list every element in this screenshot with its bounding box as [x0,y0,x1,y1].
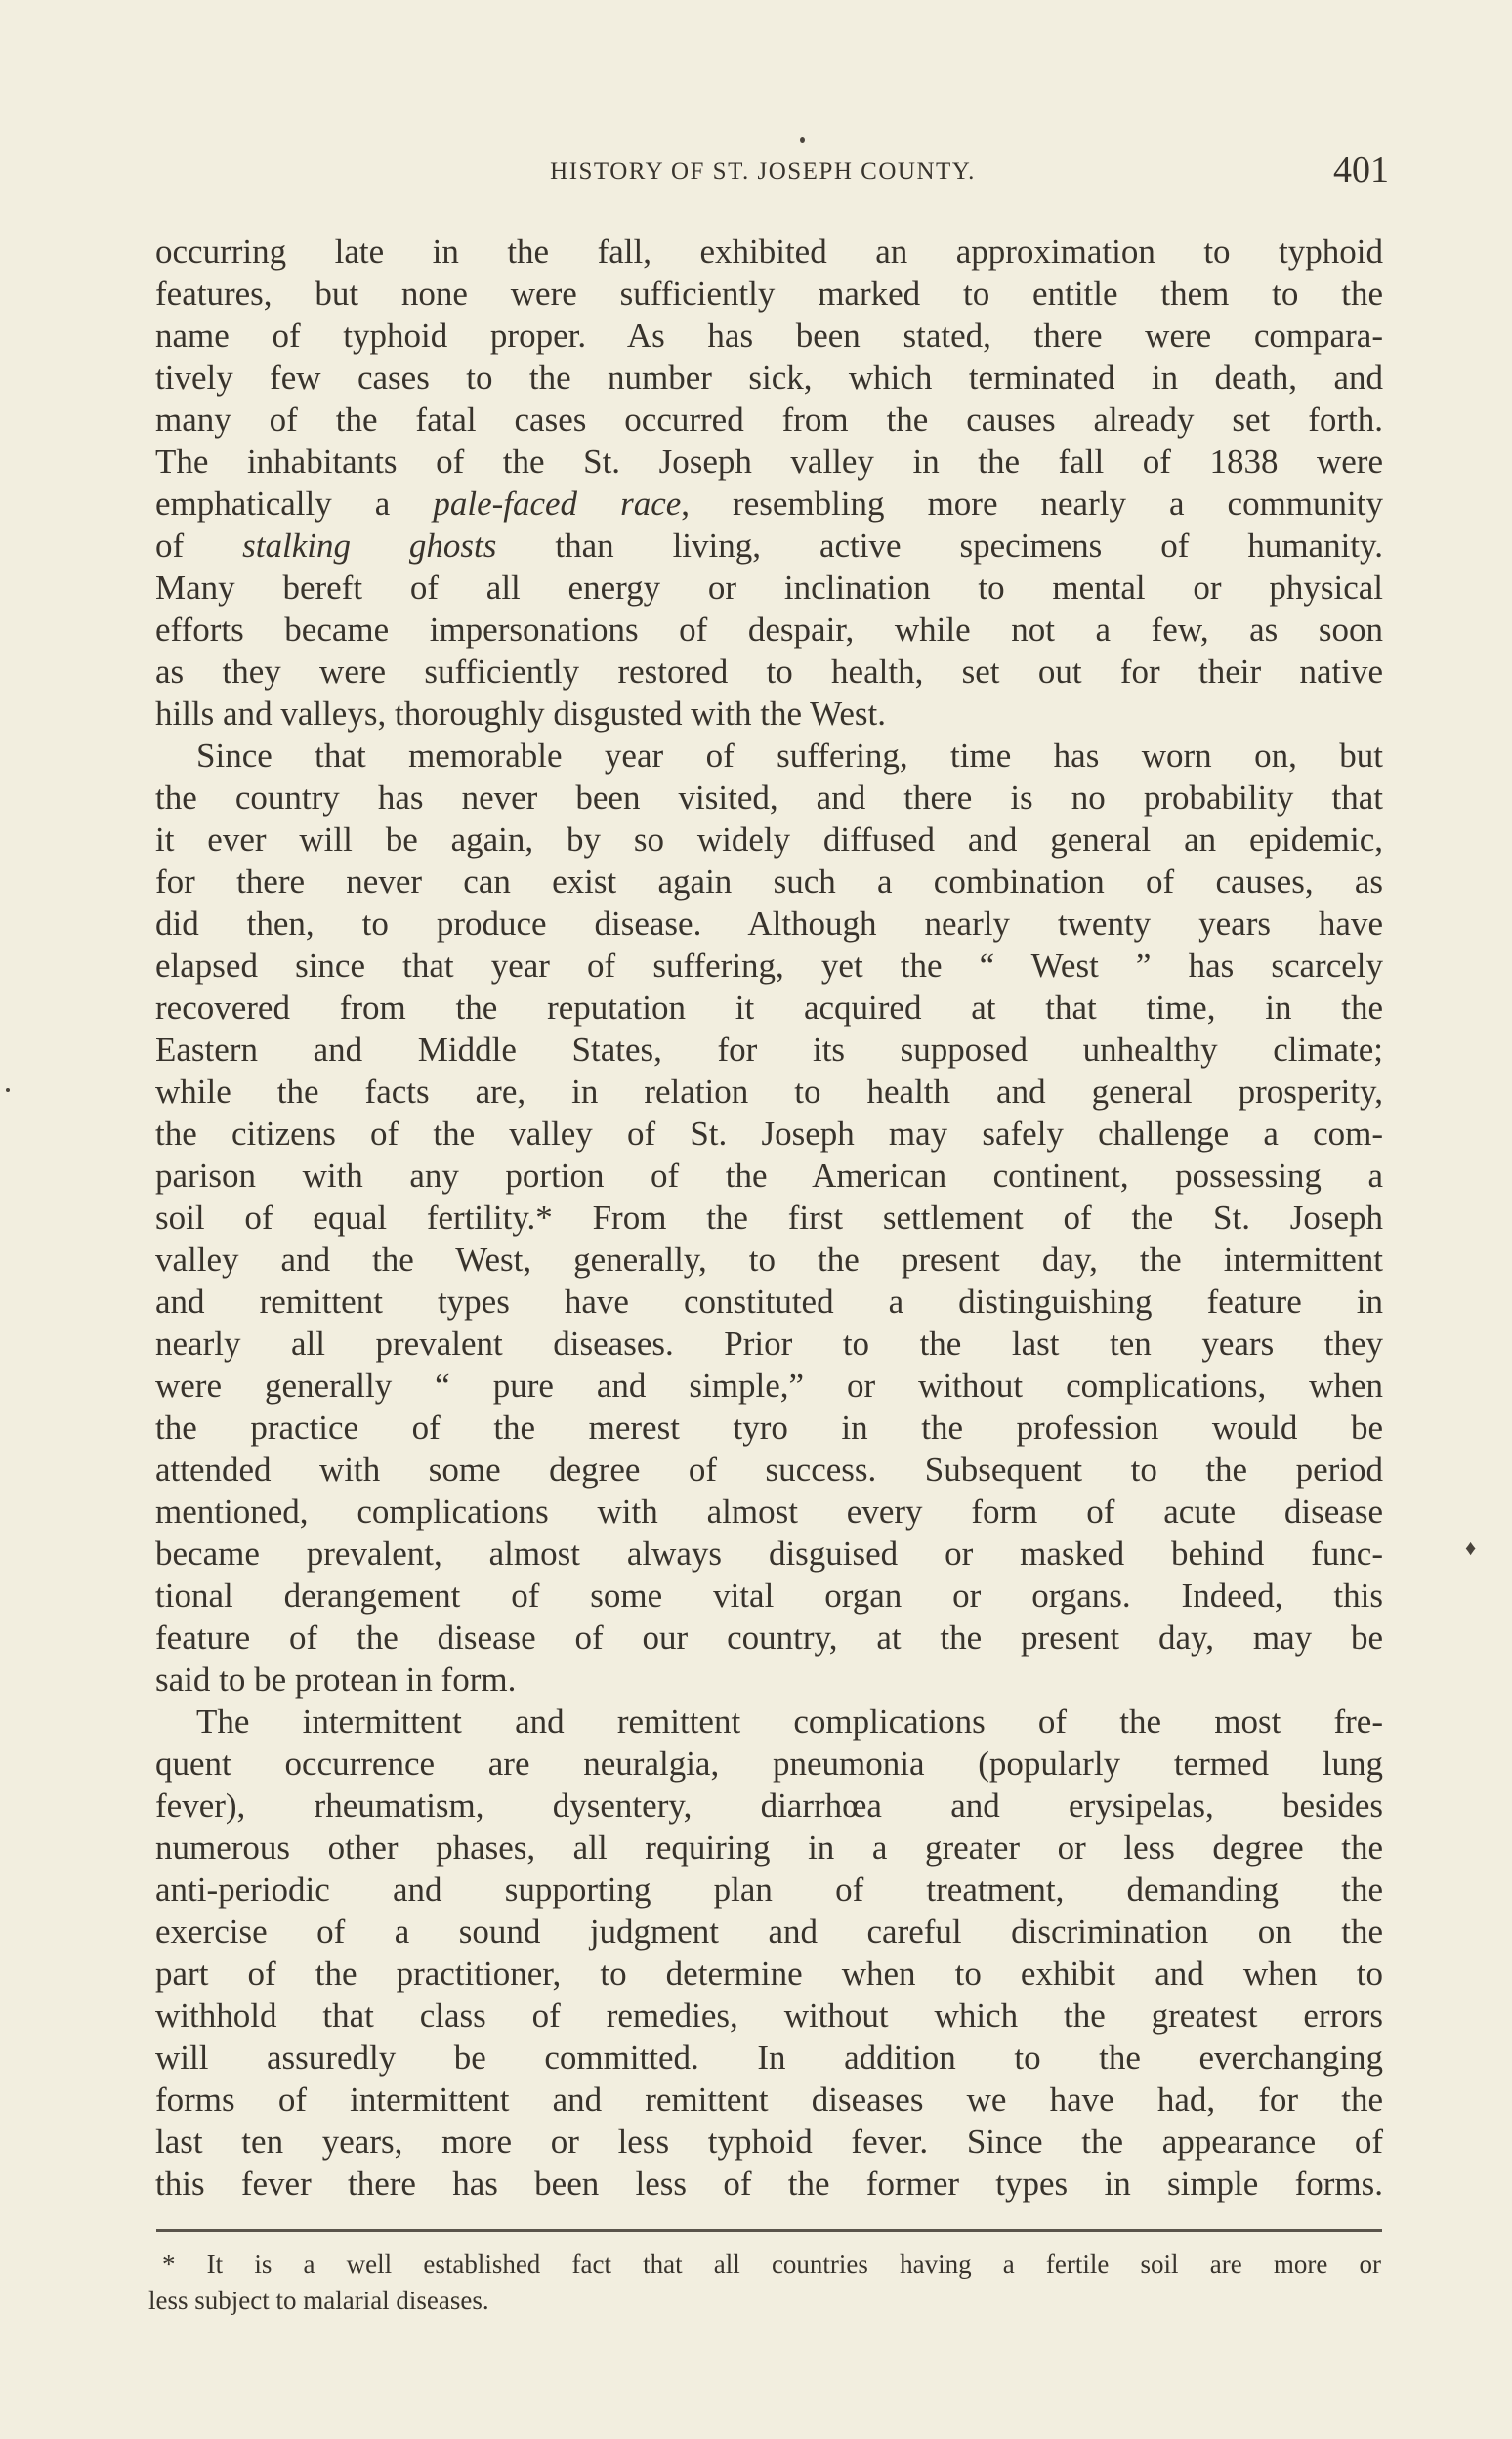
text-line: Eastern and Middle States, for its supposed unhealthy climate; [155,1030,1383,1069]
text-line: for there never can exist again such a combination of causes, as [155,862,1383,901]
text-line: withhold that class of remedies, without which the greatest errors [155,1997,1383,2035]
text-line: will assuredly be committed. In addition to the everchanging [155,2039,1383,2077]
text-line: parison with any portion of the American continent, possessing a [155,1156,1383,1195]
text-line: occurring late in the fall, exhibited an approximation to typhoid [155,232,1383,271]
margin-speck [6,1088,10,1092]
italic-phrase: stalking ghosts [242,526,497,565]
text-line: The inhabitants of the St. Joseph valley in the fall of 1838 were [155,442,1383,481]
text-line: The intermittent and remittent complications of the most fre- [196,1703,1383,1741]
text-line: efforts became impersonations of despair, while not a few, as soon [155,610,1383,649]
footnote-line: * It is a well established fact that all countries having a fertile soil are more or [162,2250,1381,2279]
text-line: Many bereft of all energy or inclination to mental or physical [155,568,1383,607]
footnote-line: less subject to malarial diseases. [148,2286,489,2315]
footnote-rule [156,2229,1382,2232]
text-segment: , resembling more nearly a community [681,484,1383,523]
text-line: anti-periodic and supporting plan of treatment, demanding the [155,1871,1383,1909]
text-line: hills and valleys, thoroughly disgusted with the West. [155,694,887,733]
body-text [155,231,1383,2205]
text-segment: of [155,526,243,565]
text-line: last ten years, more or less typhoid fever. Since the appearance of [155,2123,1383,2161]
text-line: said to be protean in form. [155,1661,517,1699]
italic-phrase: pale-faced race [433,484,682,523]
text-line: forms of intermittent and remittent diseases we have had, for the [155,2081,1383,2119]
text-line: and remittent types have constituted a distinguishing feature in [155,1283,1383,1321]
text-line: name of typhoid proper. As has been stated, there were compara- [155,316,1383,355]
text-line: Since that memorable year of suffering, time has worn on, but [196,736,1383,775]
text-line: part of the practitioner, to determine when to exhibit and when to [155,1955,1383,1993]
text-line: nearly all prevalent diseases. Prior to the last ten years they [155,1325,1383,1363]
text-line: fever), rheumatism, dysentery, diarrhœa and erysipelas, besides [155,1787,1383,1825]
text-line: recovered from the reputation it acquired at that time, in the [155,988,1383,1027]
running-header [0,148,1512,197]
page-number: 401 [1333,149,1389,190]
text-line: mentioned, complications with almost every form of acute disease [155,1493,1383,1531]
text-line: became prevalent, almost always disguised or masked behind func- [155,1535,1383,1573]
text-line: the country has never been visited, and there is no probability that [155,778,1383,817]
text-segment: emphatically a [155,484,434,523]
text-line: elapsed since that year of suffering, yet the “ West ” has scarcely [155,946,1383,985]
text-line: attended with some degree of success. Subsequent to the period [155,1451,1383,1489]
text-line: the practice of the merest tyro in the profession would be [155,1409,1383,1447]
text-line [155,525,1383,567]
text-line: as they were sufficiently restored to health, set out for their native [155,652,1383,691]
margin-mark: ♦ [1465,1535,1477,1560]
footnote [148,2247,1381,2319]
text-line: many of the fatal cases occurred from the causes already set forth. [155,400,1383,439]
print-speck [800,137,805,143]
running-title: HISTORY OF ST. JOSEPH COUNTY. [550,158,976,185]
text-line: it ever will be again, by so widely diffused and general an epidemic, [155,820,1383,859]
text-line: exercise of a sound judgment and careful discrimination on the [155,1913,1383,1951]
text-line: tional derangement of some vital organ or organs. Indeed, this [155,1577,1383,1615]
text-line: while the facts are, in relation to health and general prosperity, [155,1072,1383,1111]
text-line: numerous other phases, all requiring in a greater or less degree the [155,1829,1383,1867]
text-line: tively few cases to the number sick, which terminated in death, and [155,358,1383,397]
text-line: did then, to produce disease. Although nearly twenty years have [155,904,1383,943]
text-line: quent occurrence are neuralgia, pneumonia (popularly termed lung [155,1745,1383,1783]
text-line: soil of equal fertility.* From the first settlement of the St. Joseph [155,1198,1383,1237]
text-line: this fever there has been less of the former types in simple forms. [155,2165,1383,2203]
text-line: feature of the disease of our country, at the present day, may be [155,1619,1383,1657]
text-segment: than living, active specimens of humanity. [496,526,1384,565]
text-line [155,483,1383,525]
text-line: features, but none were sufficiently marked to entitle them to the [155,274,1383,313]
text-line: were generally “ pure and simple,” or without complications, when [155,1367,1383,1405]
text-line: valley and the West, generally, to the present day, the intermittent [155,1241,1383,1279]
text-line: the citizens of the valley of St. Joseph may safely challenge a com- [155,1114,1383,1153]
